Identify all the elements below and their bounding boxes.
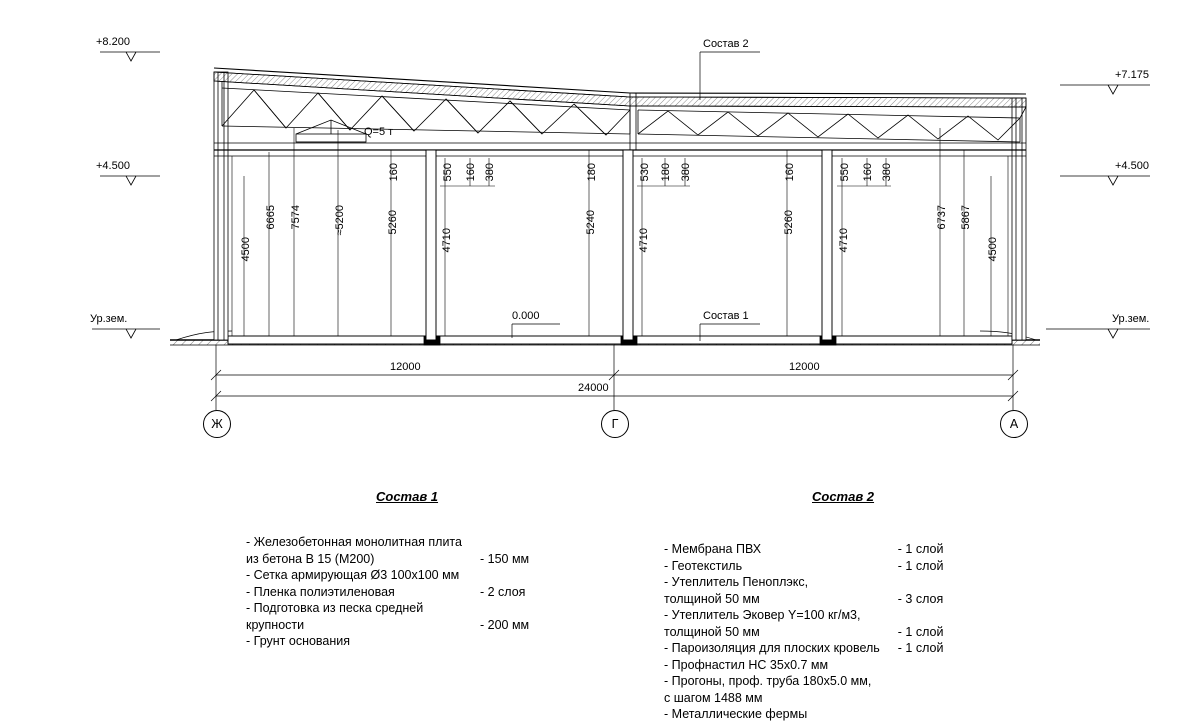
legend-text: - Сетка армирующая Ø3 100х100 мм (246, 568, 460, 582)
legend-text: - Грунт основания (246, 634, 351, 648)
level-label-left-ground: Ур.зем. (90, 313, 128, 325)
legend-qty: - 1 слой (897, 542, 944, 556)
dim-v-19: 550 (839, 163, 851, 182)
legend-qty: - 3 слоя (897, 591, 944, 606)
legend-qty (880, 657, 944, 674)
dim-v-8: 160 (465, 163, 477, 182)
legend-row (664, 591, 943, 608)
wall-left (214, 72, 228, 340)
legend-text: - Металлические фермы (664, 707, 808, 721)
legend-row (246, 551, 529, 568)
dim-v-22: 6737 (936, 205, 948, 230)
vertical-dimension-lines (244, 128, 991, 336)
horizontal-dimension-lines (211, 345, 1018, 410)
legend-row (664, 624, 943, 641)
legend-2 (664, 541, 1024, 723)
legend-qty (462, 600, 529, 617)
crane-beam-level (214, 143, 1026, 156)
callout-sostav-1: Состав 1 (703, 310, 749, 322)
legend-row (246, 534, 529, 551)
dim-v-18: 4710 (838, 228, 850, 253)
dim-v-5: 160 (388, 163, 400, 182)
dim-h-right-span: 12000 (789, 361, 820, 373)
dim-h-total: 24000 (578, 382, 609, 394)
dim-v-17: 160 (784, 163, 796, 182)
truss-right (638, 110, 1020, 142)
legend-text: - Пленка полиэтиленовая (246, 584, 395, 599)
crane-hoist (296, 120, 366, 142)
legend-row (246, 600, 529, 617)
dim-v-21: 380 (881, 163, 893, 182)
legend-qty: - 1 слой (897, 641, 944, 655)
dim-v-0: 4500 (240, 237, 252, 262)
legend-text: - Утеплитель Пеноплэкс, (664, 575, 809, 589)
legend-text: крупности (246, 617, 305, 632)
legend-text: толщиной 50 мм (664, 591, 760, 606)
legend-text: - Подготовка из песка средней (246, 601, 424, 615)
dim-h-left-span: 12000 (390, 361, 421, 373)
wall-inner-lines (232, 156, 1008, 336)
dim-v-2: 7574 (290, 205, 302, 230)
dim-v-13: 530 (639, 163, 651, 182)
crane-capacity-label: Q=5 т (364, 126, 394, 138)
level-marks-left (92, 52, 160, 338)
dim-v-23: 5867 (960, 205, 972, 230)
legend-text: из бетона В 15 (М200) (246, 551, 375, 566)
legend-text: - Мембрана ПВХ (664, 542, 762, 556)
legend-row (664, 673, 943, 690)
legend-row (664, 690, 943, 707)
legend-row (246, 617, 529, 634)
legend-qty (880, 690, 944, 707)
legend-text: с шагом 1488 мм (664, 690, 763, 705)
legend-qty (880, 574, 944, 591)
dim-v-12: 4710 (638, 228, 650, 253)
axis-bubble-g: Г (601, 410, 629, 438)
legend-row (664, 541, 943, 558)
level-label-right-ground: Ур.зем. (1112, 313, 1150, 325)
legend-row (246, 584, 529, 601)
legend-qty: - 150 мм (479, 551, 530, 566)
wall-right (1012, 98, 1026, 340)
dim-v-15: 380 (680, 163, 692, 182)
dim-v-9: 380 (484, 163, 496, 182)
legend-qty (462, 567, 529, 584)
dim-v-10: 5240 (585, 210, 597, 235)
dim-v-11: 180 (586, 163, 598, 182)
level-label-left-4500: +4.500 (96, 160, 130, 172)
dim-v-3: ≈5200 (334, 205, 346, 236)
legend-1-title: Состав 1 (376, 489, 439, 504)
dim-v-7: 550 (442, 163, 454, 182)
axis-bubble-zh: Ж (203, 410, 231, 438)
level-label-left-8200: +8.200 (96, 36, 130, 48)
legend-text: - Геотекстиль (664, 558, 743, 573)
callout-sostav-2: Состав 2 (703, 38, 749, 50)
floor-slab (228, 336, 1012, 344)
legend-qty (880, 673, 944, 690)
axis-bubble-a: А (1000, 410, 1028, 438)
legend-row (246, 633, 529, 650)
legend-row (664, 657, 943, 674)
legend-qty: - 200 мм (479, 617, 530, 632)
dim-v-1: 6665 (265, 205, 277, 230)
level-label-zero: 0.000 (512, 310, 540, 322)
legend-row (664, 640, 943, 657)
legend-qty: - 1 слой (897, 558, 944, 573)
legend-row (664, 574, 943, 591)
dim-v-6: 4710 (441, 228, 453, 253)
legend-2-title: Состав 2 (812, 489, 875, 504)
level-label-right-7175: +7.175 (1115, 69, 1149, 81)
dim-v-24: 4500 (987, 237, 999, 262)
legend-text: - Пароизоляция для плоских кровель (664, 641, 880, 655)
legend-text: - Профнастил НС 35х0.7 мм (664, 657, 829, 672)
legend-1 (246, 534, 586, 650)
legend-row (246, 567, 529, 584)
dim-v-4: 5260 (387, 210, 399, 235)
legend-qty (462, 534, 529, 551)
legend-text: - Прогоны, проф. труба 180х5.0 мм, (664, 674, 872, 688)
legend-qty (462, 633, 529, 650)
level-marks-right (1046, 85, 1150, 338)
level-label-right-4500: +4.500 (1115, 160, 1149, 172)
legend-qty (880, 607, 944, 624)
legend-text: толщиной 50 мм (664, 624, 760, 639)
legend-qty: - 1 слой (897, 624, 944, 639)
legend-row (664, 558, 943, 575)
legend-row (664, 706, 943, 723)
legend-qty: - 2 слоя (479, 584, 526, 599)
dim-v-20: 160 (862, 163, 874, 182)
legend-qty (880, 706, 944, 723)
dim-v-14: 180 (660, 163, 672, 182)
legend-text: - Утеплитель Эковер Y=100 кг/м3, (664, 608, 861, 622)
dim-v-16: 5260 (783, 210, 795, 235)
roof-deck (214, 68, 1026, 107)
legend-row (664, 607, 943, 624)
legend-text: - Железобетонная монолитная плита (246, 535, 462, 549)
